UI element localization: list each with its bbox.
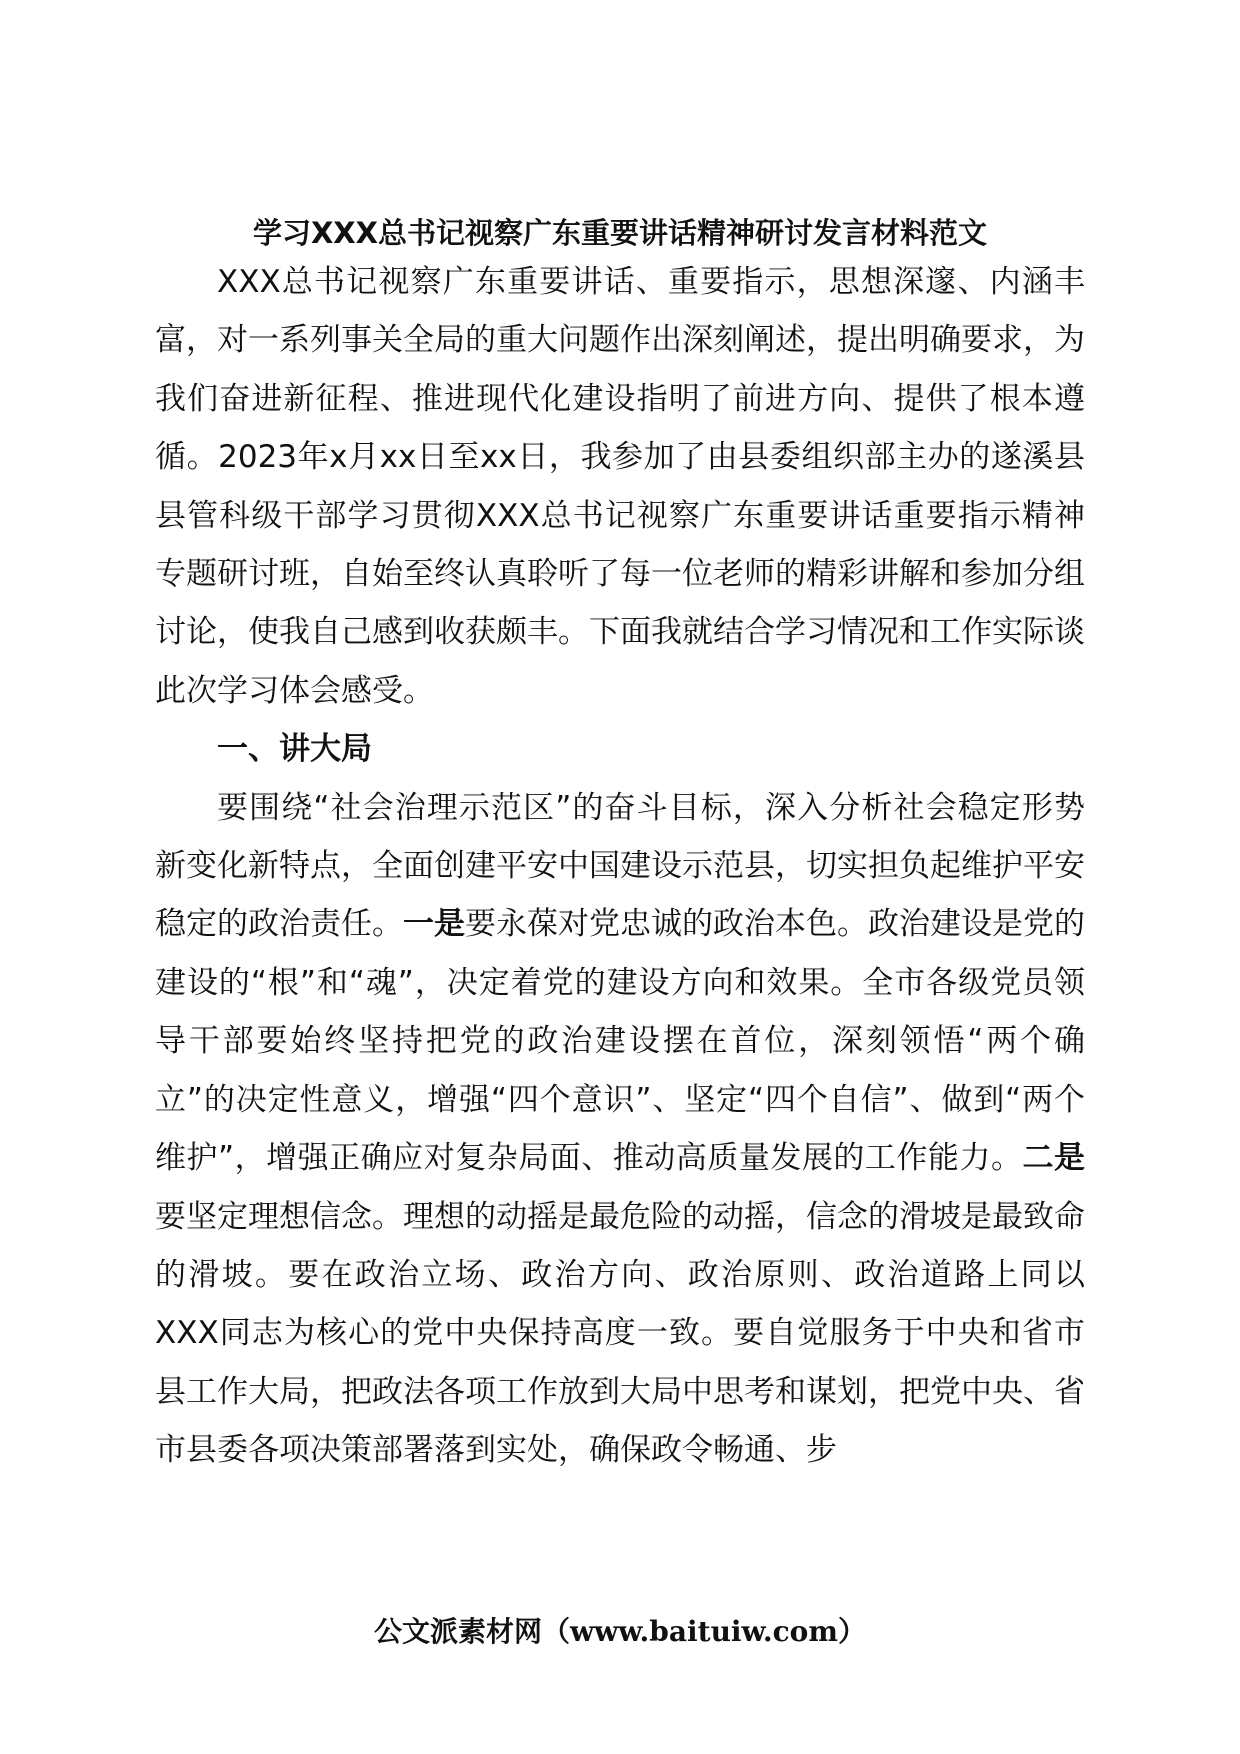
point-one-text: 要永葆对党忠诚的政治本色。政治建设是党的建设的“根”和“魂”，决定着党的建设方向和效果。全市各级党员领导干部要始终坚持把党的政治建设摆在首位，深刻领悟“两个确立”的决定性意义，增强“四个意识”、坚定“四个自信”、做到“两个维护”，增强正确应对复杂局面、推动高质量发展的工作能力。 xyxy=(155,906,1085,1177)
section-lead-text: 要围绕“社会治理示范区”的奋斗目标，深入分析社会稳定形势新变化新特点，全面创建平安中国建设示范县，切实担负起维护平安稳定的政治责任。 xyxy=(155,789,1085,943)
section-paragraph xyxy=(155,779,1085,1480)
intro-paragraph: XXX总书记视察广东重要讲话、重要指示，思想深邃、内涵丰富，对一系列事关全局的重大问题作出深刻阐述，提出明确要求，为我们奋进新征程、推进现代化建设指明了前进方向、提供了根本遵循。2023年x月xx日至xx日，我参加了由县委组织部主办的遂溪县县管科级干部学习贯彻XXX总书记视察广东重要讲话重要指示精神专题研讨班，自始至终认真聆听了每一位老师的精彩讲解和参加分组讨论，使我自己感到收获颇丰。下面我就结合学习情况和工作实际谈此次学习体会感受。 xyxy=(155,264,1085,709)
point-one-label: 一是 xyxy=(403,906,465,943)
document-body xyxy=(155,253,1085,1480)
document-title: 学习XXX总书记视察广东重要讲话精神研讨发言材料范文 xyxy=(252,216,988,250)
point-two-label: 二是 xyxy=(1022,1140,1085,1177)
section-heading: 一、讲大局 xyxy=(217,731,372,768)
point-two-text: 要坚定理想信念。理想的动摇是最危险的动摇，信念的滑坡是最致命的滑坡。要在政治立场、政治方向、政治原则、政治道路上同以XXX同志为核心的党中央保持高度一致。要自觉服务于中央和省市县工作大局，把政法各项工作放到大局中思考和谋划，把党中央、省市县委各项决策部署落到实处，确保政令畅通、步 xyxy=(155,1198,1085,1469)
source-footer: 公文派素材网（www.baituiw.com） xyxy=(374,1615,866,1648)
